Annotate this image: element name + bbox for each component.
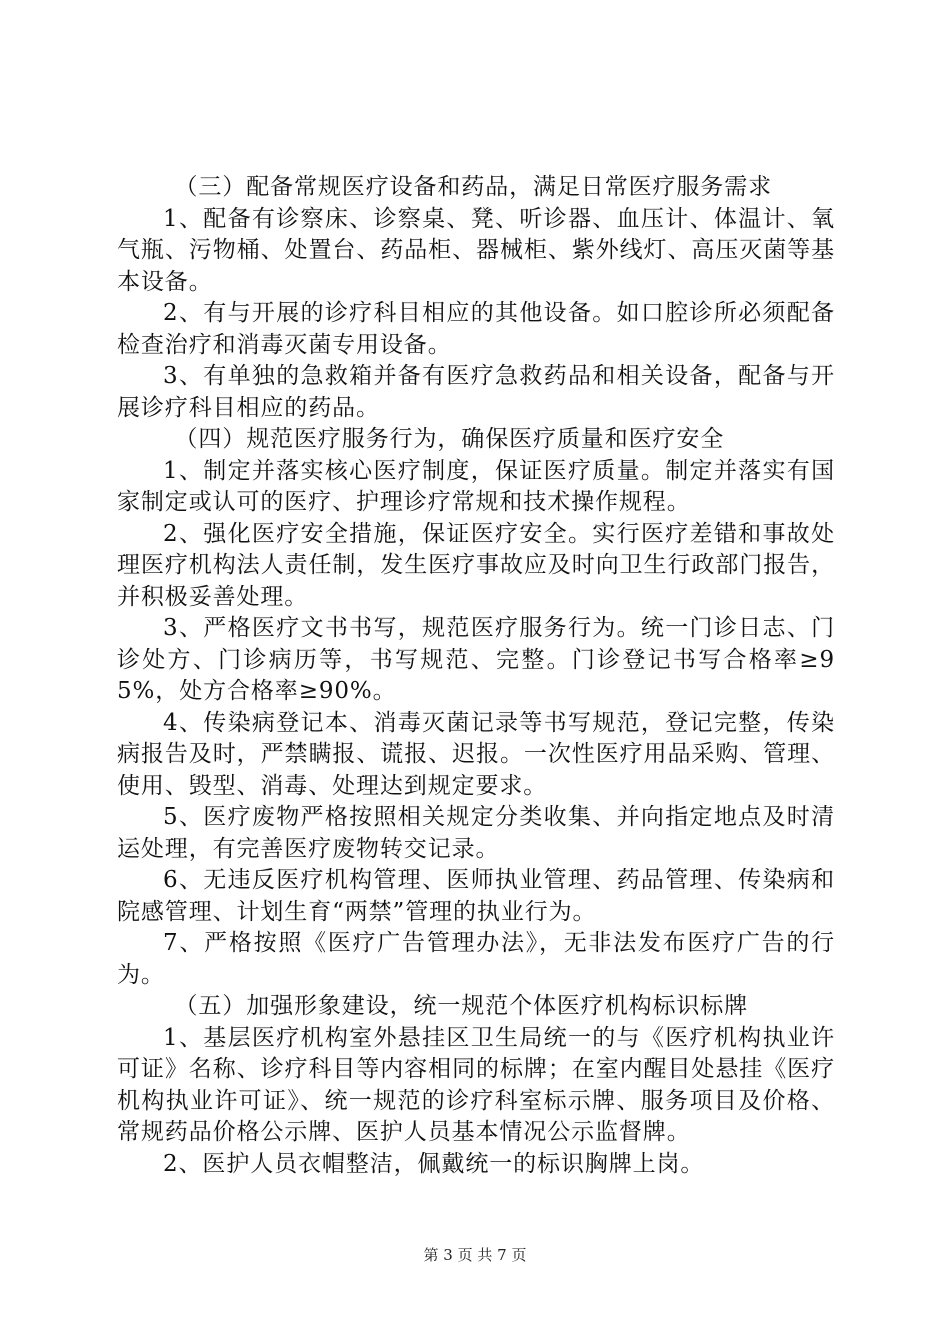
section-heading-5: （五）加强形象建设，统一规范个体医疗机构标识标牌 [174, 993, 749, 1019]
paragraph-item: 1、基层医疗机构室外悬挂区卫生局统一的与《医疗机构执业许可证》名称、诊疗科目等内容相同的标牌；在室内醒目处悬挂《医疗机构执业许可证》、统一规范的诊疗科室标示牌、服务项目及价格、常规药品价格公示牌、医护人员基本情况公示监督牌。 [117, 1024, 835, 1145]
paragraph-item: 4、传染病登记本、消毒灭菌记录等书写规范，登记完整，传染病报告及时，严禁瞒报、谎报、迟报。一次性医疗用品采购、管理、使用、毁型、消毒、处理达到规定要求。 [117, 709, 835, 799]
paragraph-item: 2、医护人员衣帽整洁，佩戴统一的标识胸牌上岗。 [163, 1150, 705, 1177]
paragraph-item: 2、有与开展的诊疗科目相应的其他设备。如口腔诊所必须配备检查治疗和消毒灭菌专用设备。 [117, 300, 835, 358]
paragraph-item: 3、有单独的急救箱并备有医疗急救药品和相关设备，配备与开展诊疗科目相应的药品。 [117, 363, 835, 421]
document-body [117, 172, 835, 1180]
paragraph-item: 7、严格按照《医疗广告管理办法》，无非法发布医疗广告的行为。 [117, 930, 835, 988]
paragraph-item: 1、制定并落实核心医疗制度，保证医疗质量。制定并落实有国家制定或认可的医疗、护理诊疗常规和技术操作规程。 [117, 457, 835, 515]
paragraph-item: 5、医疗废物严格按照相关规定分类收集、并向指定地点及时清运处理，有完善医疗废物转交记录。 [117, 804, 835, 862]
section-heading-3: （三）配备常规医疗设备和药品，满足日常医疗服务需求 [174, 174, 772, 200]
paragraph-item: 1、配备有诊察床、诊察桌、凳、听诊器、血压计、体温计、氧气瓶、污物桶、处置台、药品柜、器械柜、紫外线灯、高压灭菌等基本设备。 [117, 205, 835, 295]
paragraph-item: 6、无违反医疗机构管理、医师执业管理、药品管理、传染病和院感管理、计划生育“两禁”管理的执业行为。 [117, 867, 835, 925]
page-number-footer: 第 3 页 共 7 页 [423, 1246, 527, 1264]
section-heading-4: （四）规范医疗服务行为，确保医疗质量和医疗安全 [174, 426, 725, 452]
paragraph-item: 3、严格医疗文书书写，规范医疗服务行为。统一门诊日志、门诊处方、门诊病历等，书写规范、完整。门诊登记书写合格率≥95%，处方合格率≥90%。 [117, 615, 835, 704]
paragraph-item: 2、强化医疗安全措施，保证医疗安全。实行医疗差错和事故处理医疗机构法人责任制，发生医疗事故应及时向卫生行政部门报告，并积极妥善处理。 [117, 520, 835, 610]
